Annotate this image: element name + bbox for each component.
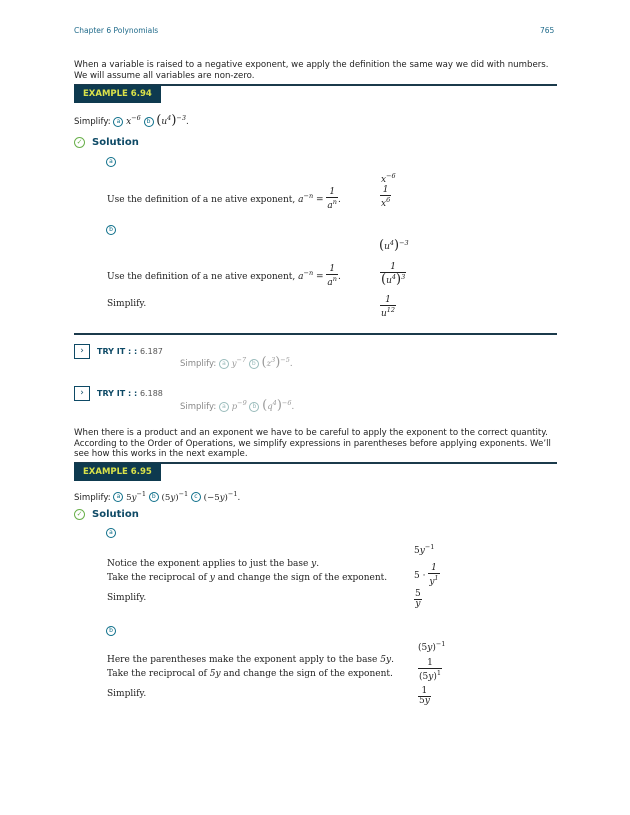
step-text — [107, 669, 393, 679]
body-paragraph: When there is a product and an exponent we have to be careful to apply the exponent to the correct quantity. According to the Order of Operations, we simplify expressions in parentheses before applying exponents. We’ll see how this works in the next example. — [74, 428, 551, 459]
solution-check-icon: ✓ — [74, 509, 85, 520]
math-expression: $\frac{1}{(u^4)^3}$ — [381, 262, 406, 287]
math-expression: $\frac{1}{(5y)^1}$ — [419, 658, 441, 682]
step-text-content: Use the definition of a ne ative exponent, — [107, 195, 296, 205]
try-it-icon[interactable]: › — [74, 344, 90, 359]
try-it-problem: Simplify: a $y^{-7}$ b $(z^3)^{-5}$. — [180, 355, 293, 370]
example-problem: Simplify: a $5y^{-1}$ b $(5y)^{-1}$ c $(-5y)^{-1}$. — [74, 490, 241, 503]
math-expression: 5 · $\frac{1}{y^1}$ — [414, 563, 439, 587]
math-expression: $5y^{-1}$ — [414, 543, 435, 556]
step-text-content: Notice the exponent applies to just the base — [107, 559, 309, 569]
step-text: Notice the exponent applies to just the base y. — [107, 559, 320, 569]
try-it-number: 6.188 — [139, 389, 163, 398]
step-variable: 5y — [380, 655, 392, 665]
try-it-icon[interactable]: › — [74, 386, 90, 401]
step-text: Simplify. — [107, 689, 147, 699]
math-expression: $\frac{1}{u^{12}}$ — [381, 295, 396, 319]
step-text-content: and change the sign of the exponent. — [217, 573, 388, 583]
step-text: Simplify. — [107, 593, 147, 603]
example-problem: Simplify: a $x^{-6}$ b $(u^4)^{-3}$. — [74, 113, 189, 128]
step-text-content: Use the definition of a ne ative exponent, — [107, 272, 296, 282]
math-expression: $\frac{1}{5y}$ — [419, 686, 430, 706]
part-a-marker: a — [106, 528, 116, 538]
try-it-label-text: TRY IT : : — [97, 389, 138, 398]
part-b-marker: b — [249, 359, 259, 369]
math-expression: $x^{-6}$ — [381, 172, 396, 185]
part-a-marker: a — [113, 492, 123, 502]
step-text — [107, 573, 387, 583]
math-expression: $(5y)^{-1}$ — [418, 640, 446, 653]
step-text-content: Take the reciprocal of — [107, 669, 207, 679]
part-b-marker: b — [144, 117, 154, 127]
step-text: Simplify. — [107, 299, 147, 309]
simplify-label: Simplify: — [74, 117, 111, 127]
part-b-marker: b — [106, 626, 116, 636]
part-a-marker: a — [219, 359, 229, 369]
try-it-label — [97, 347, 163, 356]
try-it-label-text: TRY IT : : — [97, 347, 138, 356]
try-it-number: 6.187 — [139, 347, 163, 356]
part-a-marker: a — [219, 402, 229, 412]
step-variable: 5y — [209, 669, 221, 679]
step-text-content: Here the parentheses make the exponent apply to the base — [107, 655, 378, 665]
simplify-label: Simplify: — [74, 492, 111, 503]
step-text-content: and change the sign of the exponent. — [223, 669, 393, 679]
solution-title: Solution — [92, 137, 139, 148]
math-expression: $\frac{1}{x^6}$ — [381, 185, 391, 209]
example-label: EXAMPLE 6.95 — [74, 463, 161, 481]
running-header-chapter: Chapter 6 Polynomials — [74, 26, 159, 35]
solution-check-icon: ✓ — [74, 137, 85, 148]
step-text: Use the definition of a ne ative exponent, $a^{-n}$ = $\frac{1}{a^n}$ . — [107, 187, 341, 211]
math-expression: $\frac{5}{y}$ — [415, 589, 421, 609]
page-number: 765 — [540, 26, 555, 35]
step-text: Use the definition of a ne ative exponent, $a^{-n}$ = $\frac{1}{a^n}$ . — [107, 264, 341, 288]
part-b-marker: b — [249, 402, 259, 412]
part-b-marker: b — [149, 492, 159, 502]
example-label: EXAMPLE 6.94 — [74, 85, 161, 103]
try-it-problem: Simplify: a $p^{-9}$ b $(q^4)^{-6}$. — [180, 398, 295, 413]
solution-title: Solution — [92, 509, 139, 520]
step-variable: y — [311, 559, 317, 569]
math-expression: $(u^4)^{-3}$ — [379, 238, 409, 253]
intro-paragraph: When a variable is raised to a negative exponent, we apply the definition the same way we did with numbers. We will assume all variables are non-zero. — [74, 60, 549, 81]
step-text: Here the parentheses make the exponent apply to the base 5y. — [107, 655, 394, 665]
step-variable: y — [209, 573, 215, 583]
part-a-marker: a — [106, 157, 116, 167]
step-text-content: Take the reciprocal of — [107, 573, 207, 583]
simplify-label: Simplify: — [180, 402, 217, 412]
part-a-marker: a — [113, 117, 123, 127]
simplify-label: Simplify: — [180, 359, 217, 369]
part-b-marker: b — [106, 225, 116, 235]
example-bottom-rule — [74, 333, 557, 335]
try-it-label — [97, 389, 163, 398]
part-c-marker: c — [191, 492, 201, 502]
